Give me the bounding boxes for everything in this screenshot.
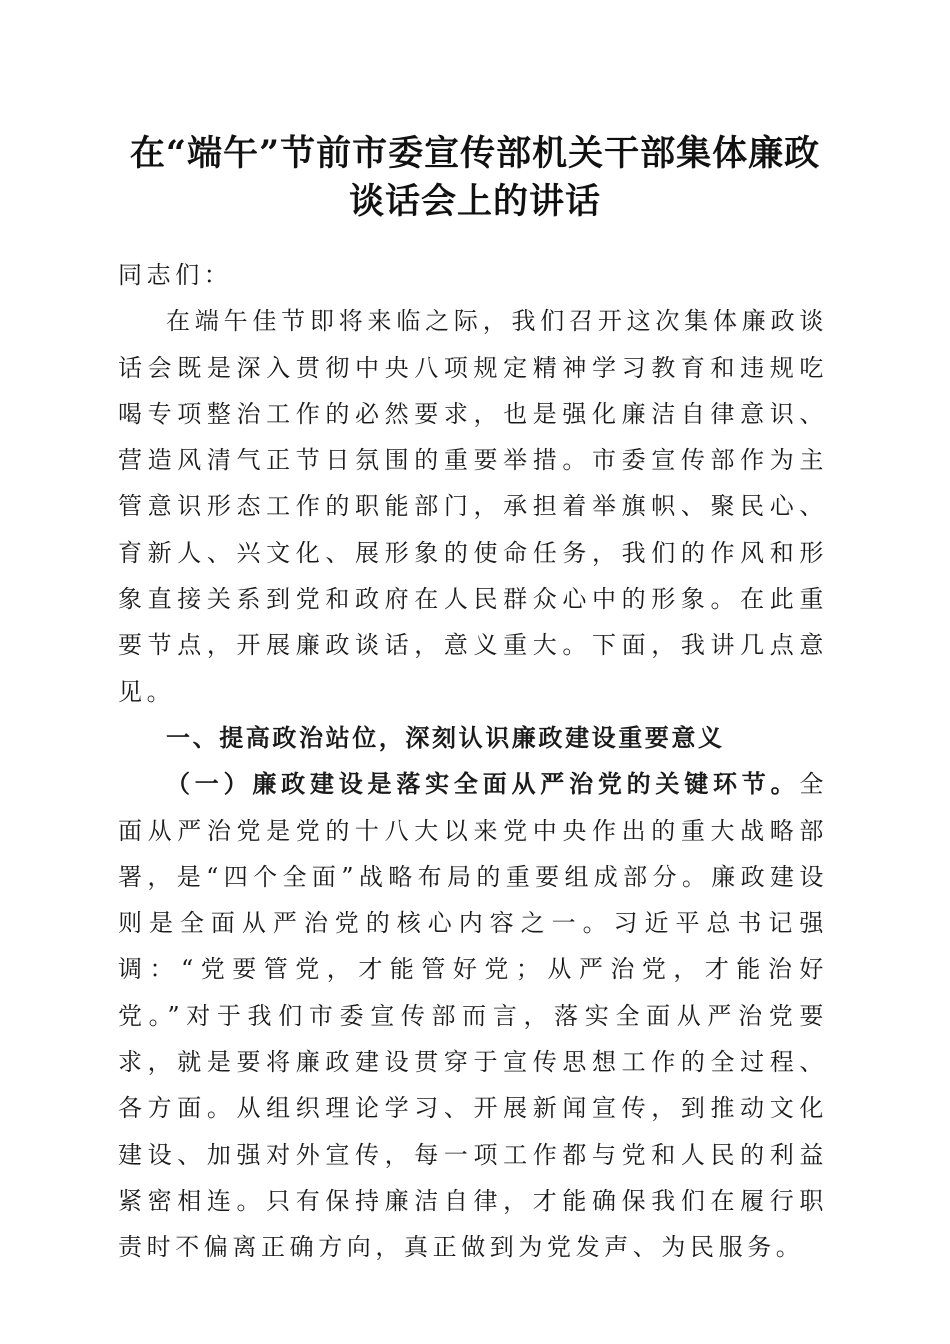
document-body xyxy=(118,252,828,1271)
section-1-subsection-1-heading: （一）廉政建设是落实全面从严治党的关键环节。 xyxy=(166,769,800,799)
title-line-1: 在“端午”节前市委宣传部机关干部集体廉政 xyxy=(129,133,821,174)
section-1-subsection-1 xyxy=(118,761,828,1270)
title-line-2: 谈话会上的讲话 xyxy=(348,181,601,222)
section-1-subsection-1-text: 全面从严治党是党的十八大以来党中央作出的重大战略部署，是“四个全面”战略布局的重要组成部分。廉政建设则是全面从严治党的核心内容之一。习近平总书记强调：“党要管党，才能管好党；从严治党，才能治好党。”对于我们市委宣传部而言，落实全面从严治党要求，就是要将廉政建设贯穿于宣传思想工作的全过程、各方面。从组织理论学习、开展新闻宣传，到推动文化建设、加强对外宣传，每一项工作都与党和人民的利益紧密相连。只有保持廉洁自律，才能确保我们在履行职责时不偏离正确方向，真正做到为党发声、为民服务。 xyxy=(118,770,828,1262)
section-1-heading: 一、提高政治站位，深刻认识廉政建设重要意义 xyxy=(166,723,725,752)
salutation: 同志们： xyxy=(118,261,233,289)
intro-paragraph: 在端午佳节即将来临之际，我们召开这次集体廉政谈话会既是深入贯彻中央八项规定精神学习教育和违规吃喝专项整治工作的必然要求，也是强化廉洁自律意识、营造风清气正节日氛围的重要举措。市委宣传部作为主管意识形态工作的职能部门，承担着举旗帜、聚民心、育新人、兴文化、展形象的使命任务，我们的作风和形象直接关系到党和政府在人民群众心中的形象。在此重要节点，开展廉政谈话，意义重大。下面，我讲几点意见。 xyxy=(118,307,828,706)
document-title xyxy=(100,130,850,226)
